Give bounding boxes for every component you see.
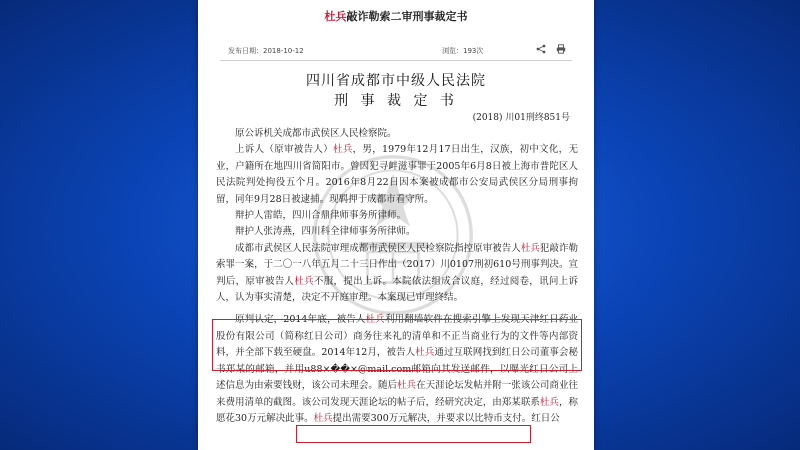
highlight-box-2 <box>296 425 531 443</box>
document-page <box>198 0 594 450</box>
highlighted-name: 杜兵 <box>520 242 540 254</box>
title-text: 敲诈勒索二审刑事裁定书 <box>346 10 468 23</box>
article-title <box>198 8 594 24</box>
share-icon[interactable] <box>536 44 546 54</box>
meta-bar <box>220 44 572 58</box>
highlighted-name: 杜兵 <box>539 396 559 408</box>
view-count: 浏览：193次 <box>442 47 484 55</box>
highlighted-name: 杜兵 <box>365 314 385 326</box>
highlighted-name: 杜兵 <box>415 347 435 359</box>
document-type: 刑 事 裁 定 书 <box>334 93 458 109</box>
document-body <box>216 126 578 427</box>
meta-icons <box>536 44 566 54</box>
paragraph-prosecutor: 原公诉机关成都市武侯区人民检察院。 <box>235 128 397 139</box>
highlight-box-1 <box>212 319 582 371</box>
paragraph-appellant: 上诉人（原审被告人）杜兵，男，1979年12月17日出生，汉族，初中文化，无业，户籍所在地四川省简阳市。曾因犯寻衅滋事罪于2005年6月8日被上海市普陀区人民法院判处拘役五个月。2016年8月22日因本案被成都市公安局武侯区分局刑事拘留，同年9月28日被逮捕。现羁押于成都市看守所。 <box>216 144 578 205</box>
court-name: 四川省成都市中级人民法院 <box>306 73 486 89</box>
case-number: (2018) 川01刑终851号 <box>472 113 570 123</box>
highlighted-name: 杜兵 <box>397 380 417 392</box>
publish-date: 发布日期：2018-10-12 <box>228 47 304 55</box>
print-icon[interactable] <box>556 44 566 54</box>
highlighted-name: 杜兵 <box>294 275 314 287</box>
paragraph-defender-2: 辩护人张涛燕，四川科全律师事务所律师。 <box>235 226 416 238</box>
paragraph-procedure: 成都市武侯区人民法院审理成都市武侯区人民检察院指控原审被告人杜兵犯敲诈勒索罪一案，于二〇一八年五月二十三日作出（2017）川0107刑初610号刑事判决。宣判后，原审被告人杜兵不服，提出上诉。本院依法组成合议庭，经过阅卷，讯问上诉人，认为事实清楚，决定不开庭审理。本案现已审理终结。 <box>216 242 578 304</box>
paragraph-defender-1: 辩护人雷皓，四川合鼎律师事务所律师。 <box>235 210 407 222</box>
title-name: 杜兵 <box>324 10 347 23</box>
highlighted-name: 杜兵 <box>313 412 333 424</box>
paragraph-facts: 原判认定，2014年底，被告人杜兵利用翻墙软件在搜索引擎上发现天津红日药业股份有限公司（简称红日公司）商务往来礼的清单和不正当商业行为的文件等内部资料，并全部下载至硬盘。2014年12月，被告人杜兵通过互联网找到红日公司董事会秘书郑某的邮箱，并用u88×��×@mail.com邮箱向其发送邮件，以曝光红日公司上述信息为由索要钱财，该公司未理会。随后杜兵在天涯论坛发帖并附一张该公司商业往来费用清单的截图。该公司发现天涯论坛的帖子后，经研究决定，由郑某联系杜兵，称愿花30万元解决此事。杜兵提出需要300万元解决，并要求以比特币支付。红日公 <box>216 314 578 424</box>
header-divider <box>220 60 572 61</box>
highlighted-name: 杜兵 <box>333 144 353 156</box>
